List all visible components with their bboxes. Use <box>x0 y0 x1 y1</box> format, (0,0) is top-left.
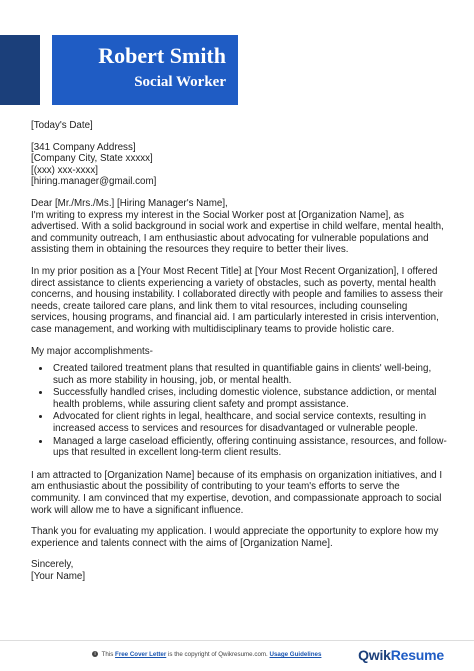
list-item: • Managed a large caseload efficiently, offering continuing assistance, resources, and follow-ups that resulted in excellent long-term client results. <box>51 436 447 459</box>
list-item: • Created tailored treatment plans that resulted in quantifiable gains in clients' well-being, such as more stability in housing, job, or mental health. <box>51 363 447 386</box>
list-item: • Advocated for client rights in legal, healthcare, and social service contexts, resulting in increased access to services and resources for disadvantaged or vulnerable people. <box>51 411 447 434</box>
address-line: [Company City, State xxxxx] <box>31 153 153 165</box>
free-cover-letter-link[interactable]: Free Cover Letter <box>115 651 167 658</box>
header-banner <box>52 35 238 105</box>
paragraph-experience: In my prior position as a [Your Most Recent Title] at [Your Most Recent Organization], I offered direct assistance to clients experiencing a variety of obstacles, such as poverty, mental health concerns, and housing instability. I collaborated directly with people and families to assess their needs, create tailored care plans, and link them to vital resources, including counseling services, housing programs, and financial aid. I am particularly interested in crisis intervention, case management, and working with multidisciplinary teams to provide holistic care. <box>31 265 444 335</box>
applicant-name: Robert Smith <box>98 43 226 68</box>
letter-body <box>31 120 447 583</box>
address-line: [hiring.manager@gmail.com] <box>31 176 157 188</box>
paragraph-thanks: Thank you for evaluating my application. I would appreciate the opportunity to explore how my experience and talents connect with the aims of [Organization Name]. <box>31 526 439 549</box>
address-line: [341 Company Address] <box>31 141 136 153</box>
salutation: Dear [Mr./Mrs./Ms.] [Hiring Manager's Name], <box>31 197 228 209</box>
applicant-job-title: Social Worker <box>134 74 226 90</box>
qwikresume-logo[interactable]: QwikResume <box>358 647 444 663</box>
copyright-notice: i This Free Cover Letter is the copyright of Qwikresume.com. Usage Guidelines <box>92 651 321 658</box>
header-accent-bar <box>0 35 40 105</box>
recipient-address <box>31 142 447 188</box>
usage-guidelines-link[interactable]: Usage Guidelines <box>269 651 322 658</box>
list-item: • Successfully handled crises, including domestic violence, substance addiction, or mental health problems, while assuring client safety and prompt assistance. <box>51 387 447 410</box>
address-line: [(xxx) xxx-xxxx] <box>31 164 98 176</box>
closing: Sincerely, <box>31 559 74 571</box>
paragraph-intro: I'm writing to express my interest in the Social Worker post at [Organization Name], as advertised. With a solid background in social work and expertise in child welfare, mental health, and community outreach, I am enthusiastic about advocating for vulnerable populations and assisting them in obtaining the resources they require to better their lives. <box>31 209 444 256</box>
accomplishments-heading: My major accomplishments- <box>31 345 153 357</box>
letter-date: [Today's Date] <box>31 120 93 131</box>
page-footer <box>0 640 474 671</box>
info-icon: i <box>92 651 98 657</box>
paragraph-motivation: I am attracted to [Organization Name] because of its emphasis on organization initiatives, and I am enthusiastic about the possibility of contributing to your team's efforts to serve the community. I am convinced that my expertise, devotion, and compassionate approach to social work will allow me to have a significant influence. <box>31 469 443 516</box>
accomplishments-list <box>31 363 447 459</box>
signature: [Your Name] <box>31 571 86 582</box>
